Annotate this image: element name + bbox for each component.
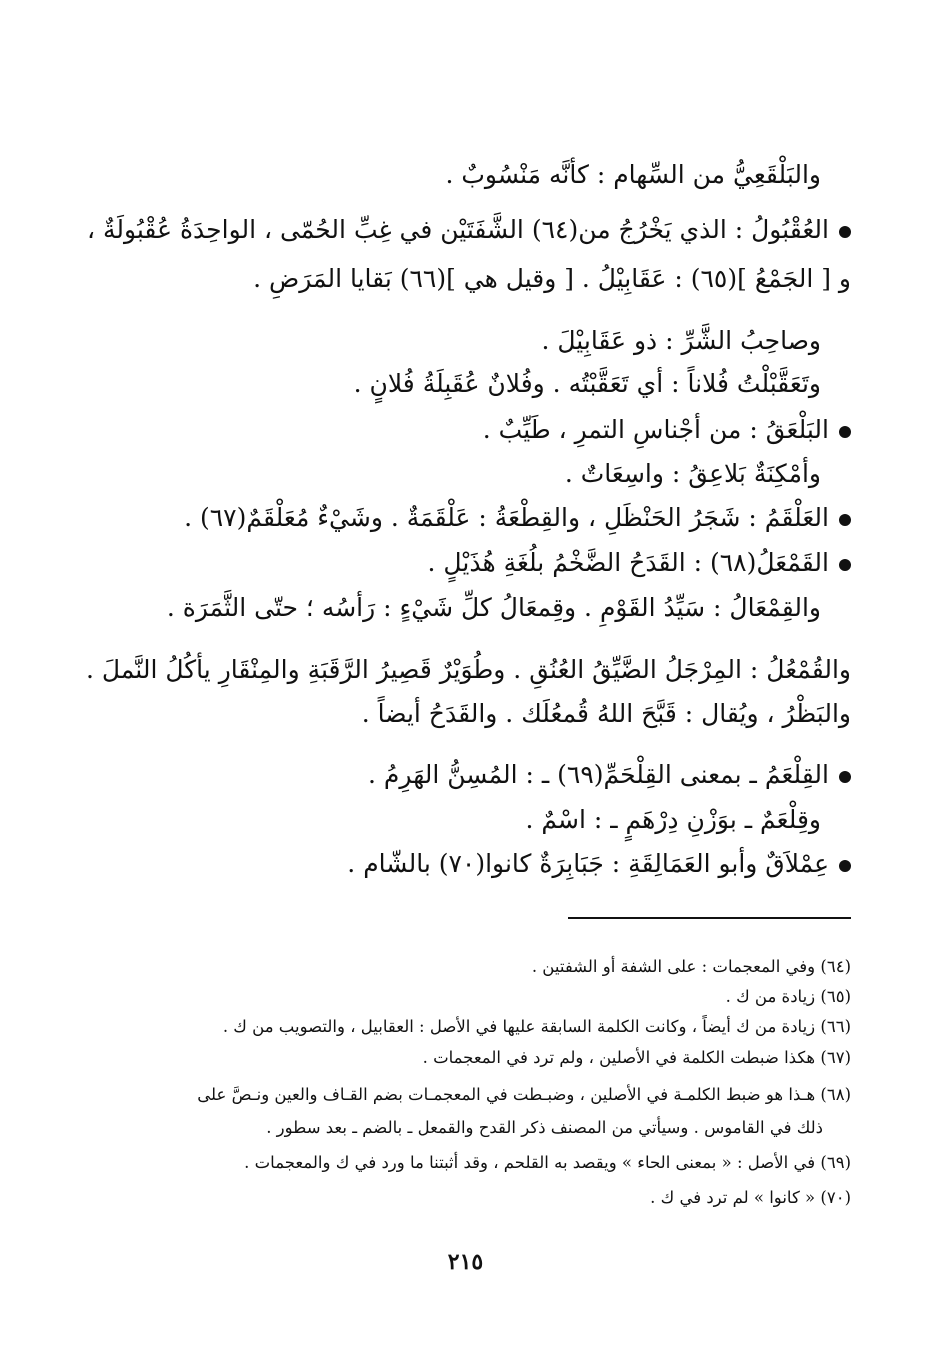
text-line: والقِمْعَالُ : سَيِّدُ القَوْمِ . وقِمعَالُ كلِّ شَيْءٍ : رَأسُه ؛ حتّى الثَّمَرَة .: [166, 593, 821, 622]
bullet-icon: [839, 860, 851, 872]
entry-line: القَمْعَلُ(٦٨) : القَدَحُ الضَّخْمُ بلُغَةِ هُذَيْلٍ .: [428, 543, 851, 583]
text-line: و [ الجَمْعُ ](٦٥) : عَقَابِيْلُ . [ وقيل هي ](٦٦) بَقايا المَرَضِ .: [253, 264, 851, 293]
text-line: والبَلْقَعِيُّ من السِّهام : كأنَّه مَنْسُوبٌ .: [445, 160, 821, 189]
text-line: وقِلْعَمٌ ـ بوَزْنِ دِرْهَمٍ ـ : اسْمٌ .: [525, 805, 821, 834]
footnote: (٧٠) « كانوا » لم ترد في ك .: [650, 1188, 851, 1207]
entry-line: عِمْلاَقٌ وأبو العَمَالِقَةِ : جَبَابِرَةٌ كانوا(٧٠) بالشّام .: [347, 844, 851, 884]
entry-line: البَلْعَقُ : من أجْناسِ التمرِ ، طَيِّبٌ .: [483, 410, 851, 450]
text-line: وأمْكِنَةٌ بَلاعِقُ : واسِعَاتٌ .: [564, 459, 821, 488]
bullet-icon: [839, 559, 851, 571]
footnote: (٦٩) في الأصل : « بمعنى الحاء » ويقصد به القلحم ، وقد أثبتنا ما ورد في ك والمعجمات .: [244, 1153, 851, 1172]
bullet-icon: [839, 226, 851, 238]
footnote-separator: [568, 917, 851, 919]
entry-line: العُقْبُولُ : الذي يَخْرُجُ من(٦٤) الشَّفَتَيْن في غِبِّ الحُمّى ، الواحِدَةُ عُقْبُولَةٌ ،: [80, 210, 851, 250]
entry-line: العَلْقَمُ : شَجَرُ الحَنْظَلِ ، والقِطْعَةُ : عَلْقَمَةٌ . وشَيْءٌ مُعَلْقَمٌ(٦٧) .: [184, 498, 851, 538]
text-line: والبَظْرُ ، ويُقال : قَبَّحَ اللهُ قُمعُلَك . والقَدَحُ أيضاً .: [361, 699, 851, 728]
bullet-icon: [839, 426, 851, 438]
bullet-icon: [839, 771, 851, 783]
footnote: (٦٧) هكذا ضبطت الكلمة في الأصلين ، ولم ترد في المعجمات .: [422, 1048, 851, 1067]
footnote: (٦٤) وفي المعجمات : على الشفة أو الشفتين .: [531, 957, 851, 976]
text-line: وتَعَقَّبْلْتُ فُلاناً : أي تَعَقَّبْتُه . وفُلانٌ عُقَبِلَةُ فُلانٍ .: [353, 369, 821, 398]
entry-line: القِلْعَمُ ـ بمعنى القِلْحَمِّ(٦٩) ـ : المُسِنُّ الهَرِمُ .: [368, 755, 851, 795]
text-line: والقُمْعُلُ : المِرْجَلُ الضَّيِّقُ العُنُقِ . وطُوَيْرٌ قَصِيرُ الرَّقَبَةِ والمِنْقَارِ يأكُلُ النَّملَ .: [86, 655, 851, 684]
footnote: (٦٨) هـذا هو ضبط الكلمـة في الأصلين ، وضبـطت في المعجمـات بضم القـاف والعين ونـصَّ على: [197, 1085, 851, 1104]
footnote: (٦٥) زيادة من ك .: [725, 987, 851, 1006]
footnote: (٦٦) زيادة من ك أيضاً ، وكانت الكلمة السابقة عليها في الأصل : العقابيل ، والتصويب من ك .: [222, 1017, 851, 1036]
bullet-icon: [839, 514, 851, 526]
text-line: وصاحِبُ الشَّرِّ : ذو عَقَابِيْلَ .: [541, 326, 821, 355]
footnote-continuation: ذلك في القاموس . وسيأتي من المصنف ذكر القدح والقمعل ـ بالضم ـ بعد سطور .: [266, 1118, 823, 1137]
page-number: ٢١٥: [447, 1249, 484, 1275]
